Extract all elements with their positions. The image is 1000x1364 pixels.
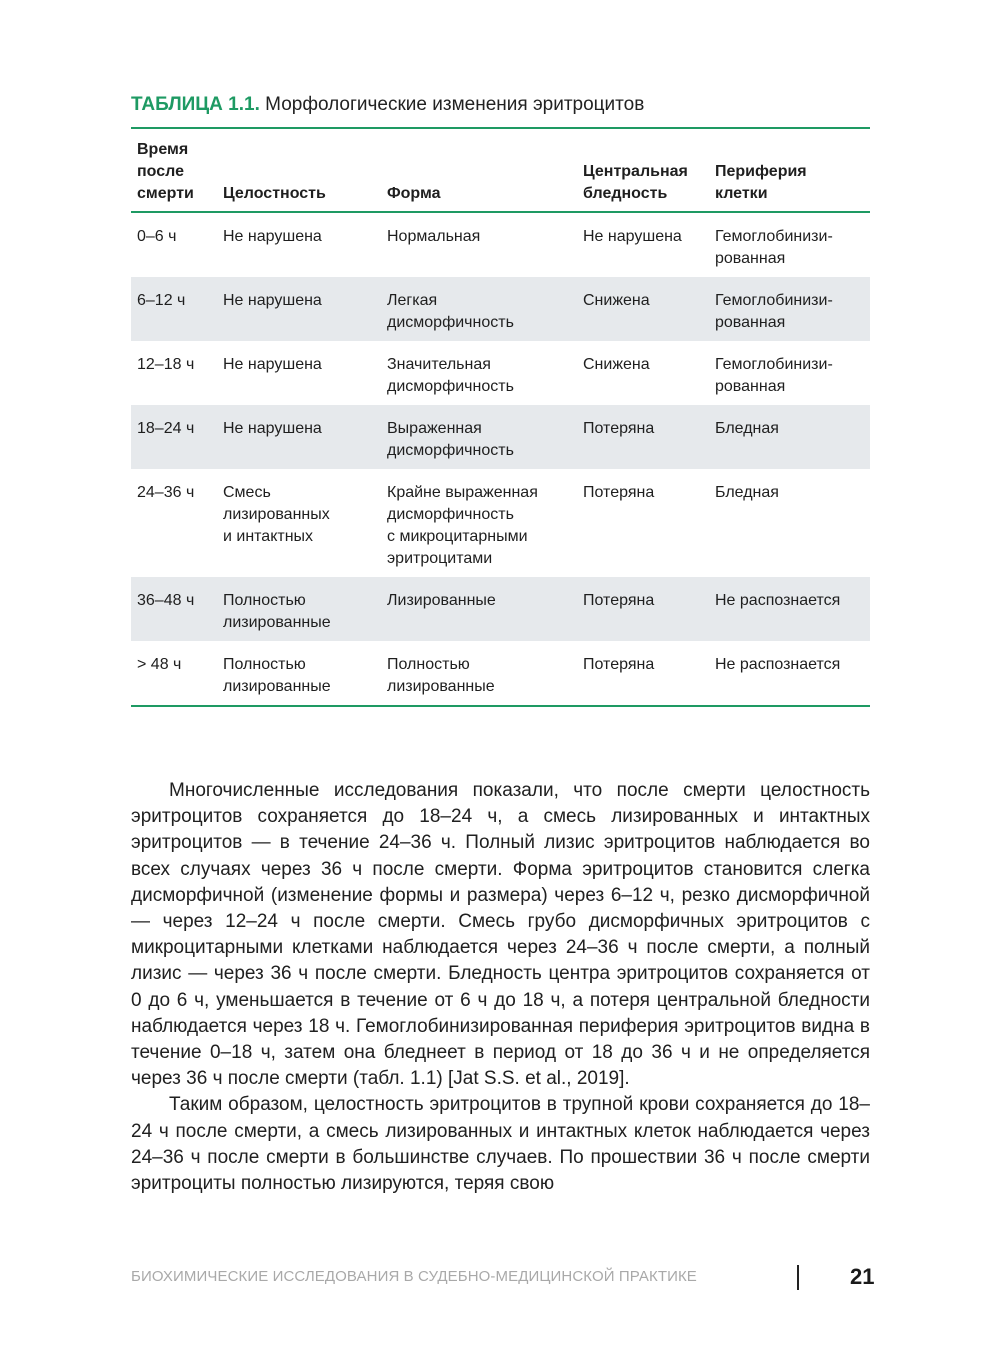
cell-integrity: Не нарушена <box>223 356 322 373</box>
cell-integrity: Не нарушена <box>217 277 381 341</box>
cell-time: 36–48 ч <box>131 577 217 641</box>
cell-periphery: Не распознается <box>709 641 870 706</box>
erythrocyte-morphology-table <box>131 139 870 707</box>
cell-central-pallor: Снижена <box>577 277 709 341</box>
table-row <box>131 341 870 405</box>
header-shape: Форма <box>381 139 577 212</box>
cell-central-pallor: Потеряна <box>583 484 655 501</box>
cell-time: 6–12 ч <box>131 277 217 341</box>
cell-periphery: Бледная <box>715 484 779 501</box>
cell-integrity: Смесь лизированных и интактных <box>223 484 330 545</box>
header-cell-periphery: Периферия клетки <box>709 139 870 212</box>
table-caption-text: Морфологические изменения эритроцитов <box>259 94 645 115</box>
table-row <box>131 577 870 641</box>
cell-time: 0–6 ч <box>137 228 177 245</box>
header-central-pallor: Центральная бледность <box>577 139 709 212</box>
table-top-rule <box>131 127 870 129</box>
cell-time: 12–18 ч <box>137 356 195 373</box>
cell-shape: Выраженная дисморфичность <box>381 405 577 469</box>
cell-integrity: Полностью лизированные <box>217 641 381 706</box>
running-title: БИОХИМИЧЕСКИЕ ИССЛЕДОВАНИЯ В СУДЕБНО-МЕДИЦИНСКОЙ ПРАКТИКЕ <box>131 1268 697 1285</box>
table-row <box>131 212 870 277</box>
body-text <box>131 778 870 1197</box>
cell-periphery: Гемоглобинизи- рованная <box>715 356 833 395</box>
cell-periphery: Не распознается <box>709 577 870 641</box>
page-number: 21 <box>850 1264 875 1289</box>
cell-periphery: Бледная <box>709 405 870 469</box>
table-header-row <box>131 139 870 212</box>
cell-time: 18–24 ч <box>131 405 217 469</box>
body-paragraph: Таким образом, целостность эритроцитов в трупной крови сохраняется до 18–24 ч после смерти, а смесь лизированных и интактных клеток наблюдается через 24–36 ч после смерти в большинстве случаев. По прошествии 36 ч после смерти эритроциты полностью лизируются, теряя свою <box>131 1094 870 1195</box>
header-time: Время после смерти <box>131 139 217 212</box>
cell-periphery: Гемоглобинизи- рованная <box>709 277 870 341</box>
cell-central-pallor: Снижена <box>583 356 650 373</box>
cell-shape: Значительная дисморфичность <box>387 356 514 395</box>
body-paragraph: Многочисленные исследования показали, что после смерти целостность эритроцитов сохраняется до 18–24 ч, а смесь лизированных и интактных эритроцитов — в течение 24–36 ч. Полный лизис эритроцитов наблюдается во всех случаях через 36 ч после смерти. Форма эритроцитов становится слегка дисморфичной (изменение формы и размера) через 6–12 ч, резко дисморфичной — через 12–24 ч после смерти. Смесь грубо дисморфичных эритроцитов с микроцитарными клетками наблюдается через 24–36 ч после смерти, а полный лизис — через 36 ч после смерти. Бледность центра эритроцитов сохраняется от 0 до 6 ч, уменьшается в течение от 6 ч до 18 ч, а потеря центральной бледности наблюдается через 18 ч. Гемоглобинизированная периферия эритроцитов видна в течение 0–18 ч, затем она бледнеет в период от 18 до 36 ч и не определяется через 36 ч после смерти (табл. 1.1) [Jat S.S. et al., 2019]. <box>131 780 870 1090</box>
table-caption <box>131 92 871 118</box>
cell-shape: Лизированные <box>381 577 577 641</box>
table-caption-label: ТАБЛИЦА 1.1. <box>131 94 260 115</box>
header-integrity: Целостность <box>217 139 381 212</box>
cell-shape: Легкая дисморфичность <box>381 277 577 341</box>
cell-central-pallor: Потеряна <box>577 577 709 641</box>
table-row <box>131 277 870 341</box>
cell-time: 24–36 ч <box>137 484 195 501</box>
cell-periphery: Гемоглобинизи- рованная <box>715 228 833 267</box>
table-row <box>131 405 870 469</box>
footer-divider <box>797 1265 799 1290</box>
cell-integrity: Не нарушена <box>217 405 381 469</box>
cell-shape: Нормальная <box>387 228 481 245</box>
cell-central-pallor: Не нарушена <box>583 228 682 245</box>
cell-shape: Полностью лизированные <box>381 641 577 706</box>
table-row <box>131 469 870 577</box>
cell-time: > 48 ч <box>131 641 217 706</box>
cell-shape: Крайне выраженная дисморфичность с микроцитарными эритроцитами <box>387 484 538 567</box>
cell-integrity: Полностью лизированные <box>217 577 381 641</box>
cell-central-pallor: Потеряна <box>577 641 709 706</box>
table-row <box>131 641 870 706</box>
cell-integrity: Не нарушена <box>223 228 322 245</box>
cell-central-pallor: Потеряна <box>577 405 709 469</box>
